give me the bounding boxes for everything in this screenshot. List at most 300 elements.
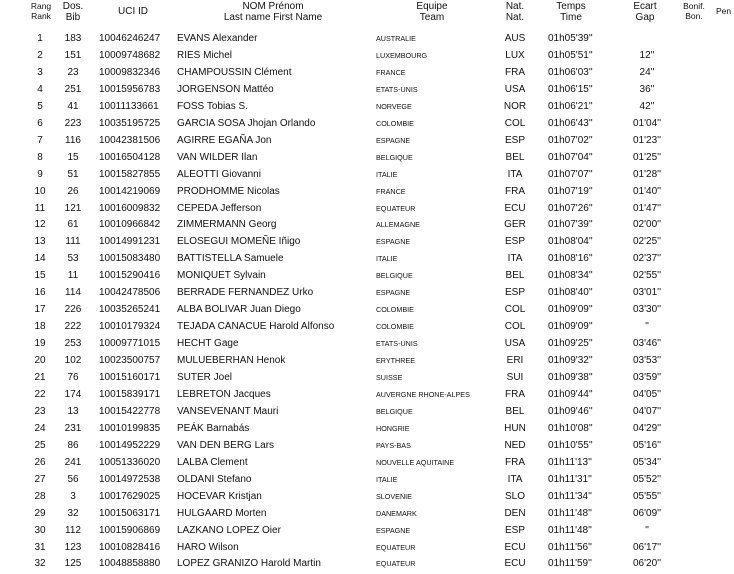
- uci-id-cell: 10014991231: [99, 236, 161, 248]
- bib-cell: 86: [67, 439, 79, 451]
- table-row: [0, 505, 734, 522]
- rank-cell: 17: [34, 304, 46, 316]
- table-row: [0, 233, 734, 250]
- bib-cell: 26: [67, 185, 79, 197]
- table-row: [0, 539, 734, 556]
- nationality-cell: FRA: [505, 66, 525, 78]
- nationality-cell: FRA: [505, 456, 525, 468]
- table-row: [0, 471, 734, 488]
- rank-cell: 28: [34, 490, 46, 502]
- gap-cell: 36'': [639, 83, 655, 95]
- nationality-cell: COL: [504, 117, 526, 129]
- bib-cell: 53: [67, 253, 79, 265]
- bib-cell: 41: [67, 100, 79, 112]
- rider-name-cell: HOCEVAR Kristjan: [177, 490, 262, 502]
- rider-name-cell: MULUEBERHAN Henok: [177, 355, 286, 367]
- uci-id-cell: 10035265241: [99, 304, 161, 316]
- gap-cell: '': [645, 524, 649, 536]
- header-pen: [716, 6, 734, 16]
- bib-cell: 3: [70, 490, 76, 502]
- gap-cell: 01'04'': [633, 117, 661, 129]
- header-time-en: Time: [560, 12, 582, 23]
- rank-cell: 5: [37, 100, 43, 112]
- nationality-cell: ECU: [504, 541, 526, 553]
- time-cell: 01h09'09'': [548, 304, 593, 316]
- team-cell: COLOMBIE: [376, 305, 414, 315]
- time-cell: 01h11'48'': [548, 507, 592, 519]
- uci-id-cell: 10046246247: [99, 33, 161, 44]
- gap-cell: 04'05'': [633, 388, 661, 400]
- rider-name-cell: AGIRRE EGAÑA Jon: [177, 134, 272, 146]
- rank-cell: 10: [34, 185, 46, 197]
- gap-cell: 06'20'': [633, 558, 661, 570]
- bib-cell: 61: [67, 219, 79, 231]
- rank-cell: 26: [34, 456, 46, 468]
- uci-id-cell: 10015063171: [99, 507, 161, 519]
- bib-cell: 222: [64, 321, 82, 333]
- team-cell: ESPAGNE: [376, 237, 411, 247]
- rank-cell: 4: [37, 83, 43, 95]
- rider-name-cell: ALBA BOLIVAR Juan Diego: [177, 304, 301, 316]
- team-cell: DANEMARK: [376, 508, 417, 518]
- header-uci-label: UCI ID: [118, 6, 148, 17]
- team-cell: ITALIE: [376, 474, 398, 484]
- bib-cell: 121: [64, 202, 82, 214]
- uci-id-cell: 10016009832: [99, 202, 161, 214]
- header-gap: [622, 1, 668, 23]
- rank-cell: 23: [34, 405, 46, 417]
- team-cell: LUXEMBOURG: [376, 50, 428, 60]
- table-row: [0, 81, 734, 98]
- bib-cell: 102: [64, 355, 82, 367]
- uci-id-cell: 10015422778: [99, 405, 161, 417]
- nationality-cell: BEL: [505, 151, 525, 163]
- bib-cell: 253: [64, 338, 82, 350]
- rank-cell: 21: [34, 372, 46, 383]
- rank-cell: 8: [37, 151, 43, 163]
- gap-cell: 05'34'': [633, 456, 661, 468]
- table-row: [0, 115, 734, 132]
- nationality-cell: GER: [504, 219, 526, 231]
- time-cell: 01h07'19'': [548, 185, 593, 197]
- header-team: [400, 1, 464, 23]
- team-cell: NOUVELLE AQUITAINE: [376, 457, 455, 467]
- uci-id-cell: 10009771015: [99, 338, 161, 350]
- team-cell: AUVERGNE RHONE-ALPES: [376, 389, 470, 399]
- bib-cell: 76: [67, 372, 79, 383]
- uci-id-cell: 10015083480: [99, 253, 161, 265]
- rank-cell: 18: [34, 321, 46, 333]
- header-rank-en: Rank: [31, 11, 51, 21]
- gap-cell: 03'59'': [633, 372, 661, 383]
- gap-cell: 01'28'': [633, 168, 661, 180]
- uci-id-cell: 10009832346: [99, 66, 161, 78]
- uci-id-cell: 10010966842: [99, 219, 161, 231]
- header-pen-label: Pen: [716, 6, 732, 16]
- time-cell: 01h06'15'': [548, 83, 593, 95]
- table-row: [0, 555, 734, 572]
- table-row: [0, 30, 734, 47]
- rider-name-cell: LOPEZ GRANIZO Harold Martin: [177, 558, 321, 570]
- nationality-cell: ESP: [504, 134, 525, 146]
- team-cell: FRANCE: [376, 67, 406, 77]
- table-row: [0, 437, 734, 454]
- header-nat: [499, 1, 531, 23]
- time-cell: 01h11'34'': [548, 490, 592, 502]
- team-cell: FRANCE: [376, 186, 406, 196]
- uci-id-cell: 10017629025: [99, 490, 161, 502]
- nationality-cell: HUN: [504, 422, 526, 434]
- gap-cell: 06'17'': [633, 541, 661, 553]
- team-cell: ITALIE: [376, 254, 398, 264]
- gap-cell: 03'53'': [633, 355, 661, 367]
- time-cell: 01h06'21'': [548, 100, 593, 112]
- rider-name-cell: BATTISTELLA Samuele: [177, 253, 284, 265]
- rank-cell: 27: [34, 473, 46, 485]
- header-bib-en: Bib: [65, 12, 81, 23]
- table-row: [0, 454, 734, 471]
- header-rank-fr: Rang: [30, 1, 52, 11]
- rank-cell: 32: [34, 558, 46, 570]
- header-bonif-en: Bon.: [685, 11, 703, 21]
- uci-id-cell: 10051336020: [99, 456, 161, 468]
- rider-name-cell: HARO Wilson: [177, 541, 239, 553]
- time-cell: 01h06'03'': [548, 66, 593, 78]
- rank-cell: 2: [37, 49, 43, 61]
- nationality-cell: ECU: [504, 558, 526, 570]
- uci-id-cell: 10042381506: [99, 134, 161, 146]
- uci-id-cell: 10015956783: [99, 83, 161, 95]
- uci-id-cell: 10023500757: [99, 355, 161, 367]
- nationality-cell: USA: [504, 338, 526, 350]
- header-team-fr: Equipe: [416, 1, 448, 12]
- bib-cell: 241: [64, 456, 82, 468]
- time-cell: 01h09'38'': [548, 372, 593, 383]
- team-cell: NORVEGE: [376, 101, 412, 111]
- rank-cell: 19: [34, 338, 46, 350]
- uci-id-cell: 10015827855: [99, 168, 161, 180]
- rank-cell: 13: [34, 236, 46, 248]
- gap-cell: 04'29'': [633, 422, 661, 434]
- rank-cell: 9: [37, 168, 43, 180]
- bib-cell: 223: [64, 117, 82, 129]
- table-row: [0, 352, 734, 369]
- header-gap-en: Gap: [635, 12, 655, 23]
- rider-name-cell: LAZKANO LOPEZ Oier: [177, 524, 281, 536]
- rank-cell: 3: [37, 66, 43, 78]
- team-cell: PAYS-BAS: [376, 440, 411, 450]
- bib-cell: 11: [67, 270, 79, 282]
- time-cell: 01h11'13'': [548, 456, 592, 468]
- rank-cell: 7: [37, 134, 43, 146]
- rank-cell: 12: [34, 219, 46, 231]
- bib-cell: 231: [64, 422, 82, 434]
- table-row: [0, 284, 734, 301]
- time-cell: 01h11'59'': [548, 558, 592, 570]
- gap-cell: 05'16'': [633, 439, 661, 451]
- rider-name-cell: VANSEVENANT Mauri: [177, 405, 279, 417]
- rank-cell: 25: [34, 439, 46, 451]
- nationality-cell: ITA: [507, 168, 523, 180]
- rank-cell: 22: [34, 388, 46, 400]
- rider-name-cell: MONIQUET Sylvain: [177, 270, 266, 282]
- time-cell: 01h07'04'': [548, 151, 593, 163]
- nationality-cell: USA: [504, 83, 526, 95]
- nationality-cell: SLO: [504, 490, 525, 502]
- nationality-cell: SUI: [506, 372, 524, 383]
- team-cell: BELGIQUE: [376, 152, 413, 162]
- rider-name-cell: ELOSEGUI MOMEÑE Iñigo: [177, 236, 301, 248]
- team-cell: BELGIQUE: [376, 406, 413, 416]
- rider-name-cell: RIES Michel: [177, 49, 233, 61]
- team-cell: ITALIE: [376, 169, 398, 179]
- rank-cell: 31: [34, 541, 46, 553]
- table-row: [0, 64, 734, 81]
- gap-cell: 01'47'': [633, 202, 661, 214]
- rider-name-cell: EVANS Alexander: [177, 33, 258, 44]
- gap-cell: 01'40'': [633, 185, 661, 197]
- rider-name-cell: TEJADA CANACUE Harold Alfonso: [177, 321, 335, 333]
- gap-cell: '': [645, 321, 649, 333]
- bib-cell: 15: [67, 151, 79, 163]
- time-cell: 01h09'44'': [548, 388, 593, 400]
- time-cell: 01h10'55'': [548, 439, 593, 451]
- header-nat-fr: Nat.: [505, 1, 525, 12]
- time-cell: 01h06'43'': [548, 117, 593, 129]
- team-cell: AUSTRALIE: [376, 34, 416, 43]
- rider-name-cell: ZIMMERMANN Georg: [177, 219, 277, 231]
- bib-cell: 174: [64, 388, 82, 400]
- gap-cell: 42'': [639, 100, 655, 112]
- table-row: [0, 420, 734, 437]
- bib-cell: 116: [65, 134, 81, 146]
- rider-name-cell: VAN DEN BERG Lars: [177, 439, 275, 451]
- time-cell: 01h11'48'': [548, 524, 592, 536]
- uci-id-cell: 10016504128: [99, 151, 161, 163]
- gap-cell: 02'25'': [633, 236, 661, 248]
- nationality-cell: FRA: [505, 185, 525, 197]
- rider-name-cell: GARCIA SOSA Jhojan Orlando: [177, 117, 316, 129]
- table-row: [0, 183, 734, 200]
- rider-name-cell: LEBRETON Jacques: [177, 388, 271, 400]
- nationality-cell: NOR: [503, 100, 527, 112]
- uci-id-cell: 10010828416: [99, 541, 161, 553]
- rank-cell: 15: [34, 270, 46, 282]
- time-cell: 01h07'39'': [548, 219, 593, 231]
- bib-cell: 13: [67, 405, 79, 417]
- time-cell: 01h09'25'': [548, 338, 593, 350]
- rank-cell: 14: [34, 253, 46, 265]
- rider-name-cell: CEPEDA Jefferson: [177, 202, 262, 214]
- table-row: [0, 488, 734, 505]
- time-cell: 01h08'04'': [548, 236, 593, 248]
- time-cell: 01h08'16'': [548, 253, 593, 265]
- team-cell: ESPAGNE: [376, 288, 411, 298]
- bib-cell: 111: [65, 236, 81, 248]
- table-row: [0, 250, 734, 267]
- rider-name-cell: PEÁK Barnabás: [177, 422, 250, 434]
- rank-cell: 24: [34, 422, 46, 434]
- nationality-cell: ITA: [507, 253, 523, 265]
- rank-cell: 16: [34, 287, 46, 299]
- team-cell: ALLEMAGNE: [376, 220, 420, 230]
- gap-cell: 06'09'': [633, 507, 661, 519]
- header-rank: [27, 1, 55, 21]
- time-cell: 01h08'40'': [548, 287, 593, 299]
- header-team-en: Team: [419, 12, 445, 23]
- gap-cell: 02'00'': [633, 219, 661, 231]
- rider-name-cell: VAN WILDER Ilan: [177, 151, 258, 163]
- table-row: [0, 267, 734, 284]
- gap-cell: 03'01'': [633, 287, 661, 299]
- rank-cell: 29: [34, 507, 46, 519]
- time-cell: 01h08'34'': [548, 270, 593, 282]
- uci-id-cell: 10015290416: [99, 270, 161, 282]
- rank-cell: 30: [34, 524, 46, 536]
- table-row: [0, 369, 734, 386]
- bib-cell: 123: [64, 541, 82, 553]
- team-cell: ERYTHREE: [376, 356, 416, 366]
- nationality-cell: FRA: [505, 388, 525, 400]
- table-row: [0, 132, 734, 149]
- bib-cell: 112: [65, 524, 81, 536]
- nationality-cell: ERI: [506, 355, 524, 367]
- table-row: [0, 200, 734, 217]
- header-time: [548, 1, 594, 23]
- nationality-cell: ECU: [504, 202, 526, 214]
- nationality-cell: AUS: [504, 33, 526, 44]
- rank-cell: 20: [34, 355, 46, 367]
- team-cell: ETATS-UNIS: [376, 339, 418, 349]
- rank-cell: 6: [37, 117, 43, 129]
- uci-id-cell: 10011133661: [99, 100, 159, 112]
- team-cell: COLOMBIE: [376, 322, 414, 332]
- uci-id-cell: 10015839171: [99, 388, 161, 400]
- team-cell: SLOVENIE: [376, 491, 412, 501]
- gap-cell: 02'55'': [633, 270, 661, 282]
- time-cell: 01h11'56'': [548, 541, 592, 553]
- time-cell: 01h09'46'': [548, 405, 593, 417]
- nationality-cell: ESP: [504, 287, 525, 299]
- team-cell: EQUATEUR: [376, 203, 416, 213]
- gap-cell: 12'': [639, 49, 655, 61]
- header-uci: [110, 6, 156, 17]
- uci-id-cell: 10010179324: [99, 321, 161, 333]
- rank-cell: 11: [34, 202, 46, 214]
- bib-cell: 183: [64, 33, 82, 44]
- table-row: [0, 335, 734, 352]
- time-cell: 01h07'26'': [548, 202, 593, 214]
- table-row: [0, 522, 734, 539]
- nationality-cell: ITA: [507, 473, 523, 485]
- rider-name-cell: HULGAARD Morten: [177, 507, 267, 519]
- uci-id-cell: 10014219069: [99, 185, 161, 197]
- nationality-cell: DEN: [504, 507, 526, 519]
- time-cell: 01h07'02'': [548, 134, 593, 146]
- bib-cell: 51: [67, 168, 79, 180]
- time-cell: 01h09'32'': [548, 355, 593, 367]
- header-bib: [55, 1, 91, 23]
- team-cell: HONGRIE: [376, 423, 410, 433]
- table-row: [0, 318, 734, 335]
- uci-id-cell: 10014952229: [99, 439, 161, 451]
- time-cell: 01h09'09'': [548, 321, 593, 333]
- rider-name-cell: OLDANI Stefano: [177, 473, 252, 485]
- team-cell: EQUATEUR: [376, 559, 416, 569]
- time-cell: 01h05'39'': [548, 33, 593, 44]
- bib-cell: 32: [67, 507, 79, 519]
- uci-id-cell: 10042478506: [99, 287, 161, 299]
- gap-cell: 24'': [639, 66, 655, 78]
- nationality-cell: ESP: [504, 236, 525, 248]
- gap-cell: 03'30'': [633, 304, 661, 316]
- rank-cell: 1: [37, 33, 43, 44]
- uci-id-cell: 10014972538: [99, 473, 161, 485]
- table-row: [0, 386, 734, 403]
- nationality-cell: NED: [504, 439, 526, 451]
- uci-id-cell: 10010199835: [99, 422, 161, 434]
- rider-name-cell: ALEOTTI Giovanni: [177, 168, 261, 180]
- header-bib-fr: Dos.: [62, 1, 84, 12]
- header-bonif: [680, 1, 708, 21]
- team-cell: BELGIQUE: [376, 271, 413, 281]
- table-row: [0, 149, 734, 166]
- bib-cell: 23: [67, 66, 79, 78]
- rider-name-cell: SUTER Joel: [177, 372, 233, 383]
- gap-cell: 04'07'': [633, 405, 661, 417]
- nationality-cell: BEL: [505, 405, 525, 417]
- header-nat-en: Nat.: [505, 12, 525, 23]
- table-row: [0, 47, 734, 64]
- time-cell: 01h10'08'': [548, 422, 593, 434]
- header-name-fr: NOM Prénom: [242, 1, 304, 12]
- team-cell: EQUATEUR: [376, 542, 416, 552]
- table-row: [0, 216, 734, 233]
- team-cell: SUISSE: [376, 373, 403, 382]
- nationality-cell: LUX: [505, 49, 525, 61]
- table-row: [0, 166, 734, 183]
- header-gap-fr: Ecart: [633, 1, 657, 12]
- bib-cell: 56: [67, 473, 79, 485]
- bib-cell: 125: [64, 558, 82, 570]
- bib-cell: 151: [64, 49, 82, 61]
- gap-cell: 03'46'': [633, 338, 661, 350]
- gap-cell: 05'52'': [633, 473, 661, 485]
- gap-cell: 01'23'': [633, 134, 661, 146]
- header-bonif-fr: Bonif.: [683, 1, 705, 11]
- uci-id-cell: 10015160171: [99, 372, 161, 383]
- bib-cell: 226: [64, 304, 82, 316]
- rider-name-cell: JORGENSON Mattéo: [177, 83, 274, 95]
- gap-cell: 02'37'': [633, 253, 661, 265]
- rider-name-cell: PRODHOMME Nicolas: [177, 185, 280, 197]
- uci-id-cell: 10009748682: [99, 49, 161, 61]
- rider-name-cell: HECHT Gage: [177, 338, 239, 350]
- uci-id-cell: 10035195725: [99, 117, 161, 129]
- header-name: [200, 1, 346, 23]
- table-row: [0, 301, 734, 318]
- time-cell: 01h11'31'': [548, 473, 592, 485]
- team-cell: ESPAGNE: [376, 525, 411, 535]
- rider-name-cell: BERRADE FERNANDEZ Urko: [177, 287, 314, 299]
- time-cell: 01h05'51'': [548, 49, 593, 61]
- rider-name-cell: FOSS Tobias S.: [177, 100, 248, 112]
- team-cell: ESPAGNE: [376, 135, 411, 145]
- time-cell: 01h07'07'': [548, 168, 593, 180]
- header-name-en: Last name First Name: [223, 12, 323, 23]
- uci-id-cell: 10048858880: [99, 558, 161, 570]
- bib-cell: 114: [65, 287, 81, 299]
